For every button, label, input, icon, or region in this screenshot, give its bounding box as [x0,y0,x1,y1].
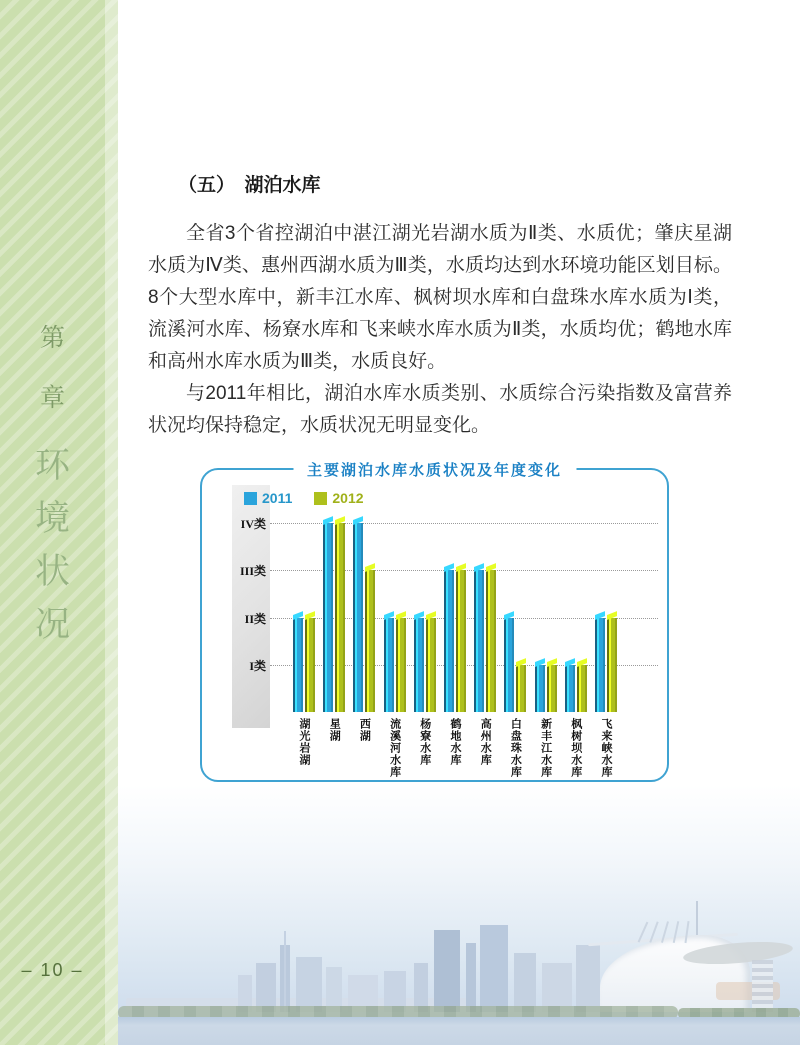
x-axis-label-新丰江水库: 新丰江水库 [539,718,552,778]
bar-top-cap [504,611,514,620]
legend-item-2012 [314,490,363,506]
bar-2012-新丰江水库 [547,665,557,712]
bar-top-cap [565,658,575,667]
bar-top-cap [456,563,466,572]
chart-legend [244,490,364,506]
building-tall-tower [434,930,460,1012]
bar-2011-枫树坝水库 [565,665,575,712]
bar-top-cap [323,516,333,525]
y-axis-tick-label: IV类 [240,517,266,531]
building [542,963,572,1012]
x-axis-label-白盘珠水库: 白盘珠水库 [509,718,522,778]
bar-2012-杨寮水库 [426,618,436,713]
bar-top-cap [474,563,484,572]
bar-top-cap [595,611,605,620]
bar-2011-湖光岩湖 [293,618,303,713]
section-title: （五） 湖泊水库 [178,175,321,196]
y-axis-tick-label: II类 [244,611,266,626]
building [414,963,428,1012]
chapter-title-char: 状 [34,552,70,591]
x-axis-label-鹤地水库: 鹤地水库 [449,718,461,766]
bar-2012-飞来峡水库 [607,618,617,713]
stadium-spire [696,901,698,935]
bar-2012-湖光岩湖 [305,618,315,713]
bar-top-cap [607,611,617,620]
building-tall-tower [480,925,508,1012]
chapter-title-char: 况 [34,605,70,644]
legend-swatch-icon [314,492,327,505]
bar-2012-枫树坝水库 [577,665,587,712]
chapter-prefix: 第 [39,324,65,352]
x-axis-label-西湖: 西湖 [358,718,371,742]
legend-label: 2011 [262,490,293,506]
bar-2011-星湖 [323,523,333,712]
chart-title: 主要湖泊水库水质状况及年度变化 [293,459,576,480]
bar-top-cap [547,658,557,667]
bar-top-cap [396,611,406,620]
bar-2011-流溪河水库 [384,618,394,713]
x-axis-label-湖光岩湖: 湖光岩湖 [298,718,310,766]
bar-top-cap [426,611,436,620]
y-axis-tick-label: I类 [249,658,266,673]
bar-top-cap [516,658,526,667]
page-number: – 10 – [21,960,84,980]
bar-top-cap [335,516,345,525]
bar-top-cap [414,611,424,620]
x-axis-label-杨寮水库: 杨寮水库 [418,718,431,766]
chapter-title [0,438,105,647]
building [576,945,600,1012]
x-axis-label-流溪河水库: 流溪河水库 [388,718,401,778]
x-axis-label-星湖: 星湖 [328,718,341,742]
building [256,963,276,1012]
bar-top-cap [444,563,454,572]
bar-2011-杨寮水库 [414,618,424,713]
paragraph-1: 全省3个省控湖泊中湛江湖光岩湖水质为Ⅱ类、水质优；肇庆星湖水质为Ⅳ类、惠州西湖水质为Ⅲ类，水质均达到水环境功能区划目标。8个大型水库中，新丰江水库、枫树坝水库和白盘珠水库水质为Ⅰ类，流溪河水库、杨寮水库和飞来峡水库水质为Ⅱ类，水质均优；鹤地水库和高州水库水质为Ⅲ类，水质良好。 [148,223,732,372]
stadium-truss [752,960,773,1012]
bar-2011-新丰江水库 [535,665,545,712]
water [118,1017,800,1045]
x-axis-label-枫树坝水库: 枫树坝水库 [569,718,582,778]
bar-2012-流溪河水库 [396,618,406,713]
bar-2012-白盘珠水库 [516,665,526,712]
x-axis-label-高州水库: 高州水库 [479,718,492,766]
bar-2012-星湖 [335,523,345,712]
antenna [284,931,286,1012]
chapter-title-char: 环 [34,446,70,485]
bar-top-cap [305,611,315,620]
building [466,943,476,1012]
legend-label: 2012 [332,490,364,506]
chapter-suffix: 章 [39,384,65,412]
bar-top-cap [486,563,496,572]
chapter-number [0,318,105,414]
sidebar-edge [105,0,118,1045]
chapter-sidebar [0,0,118,1045]
legend-item-2011 [244,490,292,506]
bar-top-cap [384,611,394,620]
bar-top-cap [577,658,587,667]
bar-2011-西湖 [353,523,363,712]
bar-2011-白盘珠水库 [504,618,514,713]
cityscape-photo [118,785,800,1045]
bar-2012-西湖 [365,570,375,712]
building [514,953,536,1012]
bar-top-cap [293,611,303,620]
y-axis-tick-label: III类 [239,564,266,579]
bar-2011-高州水库 [474,570,484,712]
paragraph-2: 与2011年相比，湖泊水库水质类别、水质综合污染指数及富营养状况均保持稳定，水质状况无明显变化。 [148,383,732,436]
bar-2012-鹤地水库 [456,570,466,712]
chapter-title-char: 境 [34,499,70,538]
x-axis-label-飞来峡水库: 飞来峡水库 [600,718,612,778]
bar-2012-高州水库 [486,570,496,712]
bar-top-cap [535,658,545,667]
building [296,957,322,1012]
bar-2011-飞来峡水库 [595,618,605,713]
bar-top-cap [353,516,363,525]
water-quality-chart [200,462,669,782]
legend-swatch-icon [244,492,257,505]
bar-2011-鹤地水库 [444,570,454,712]
bar-top-cap [365,563,375,572]
